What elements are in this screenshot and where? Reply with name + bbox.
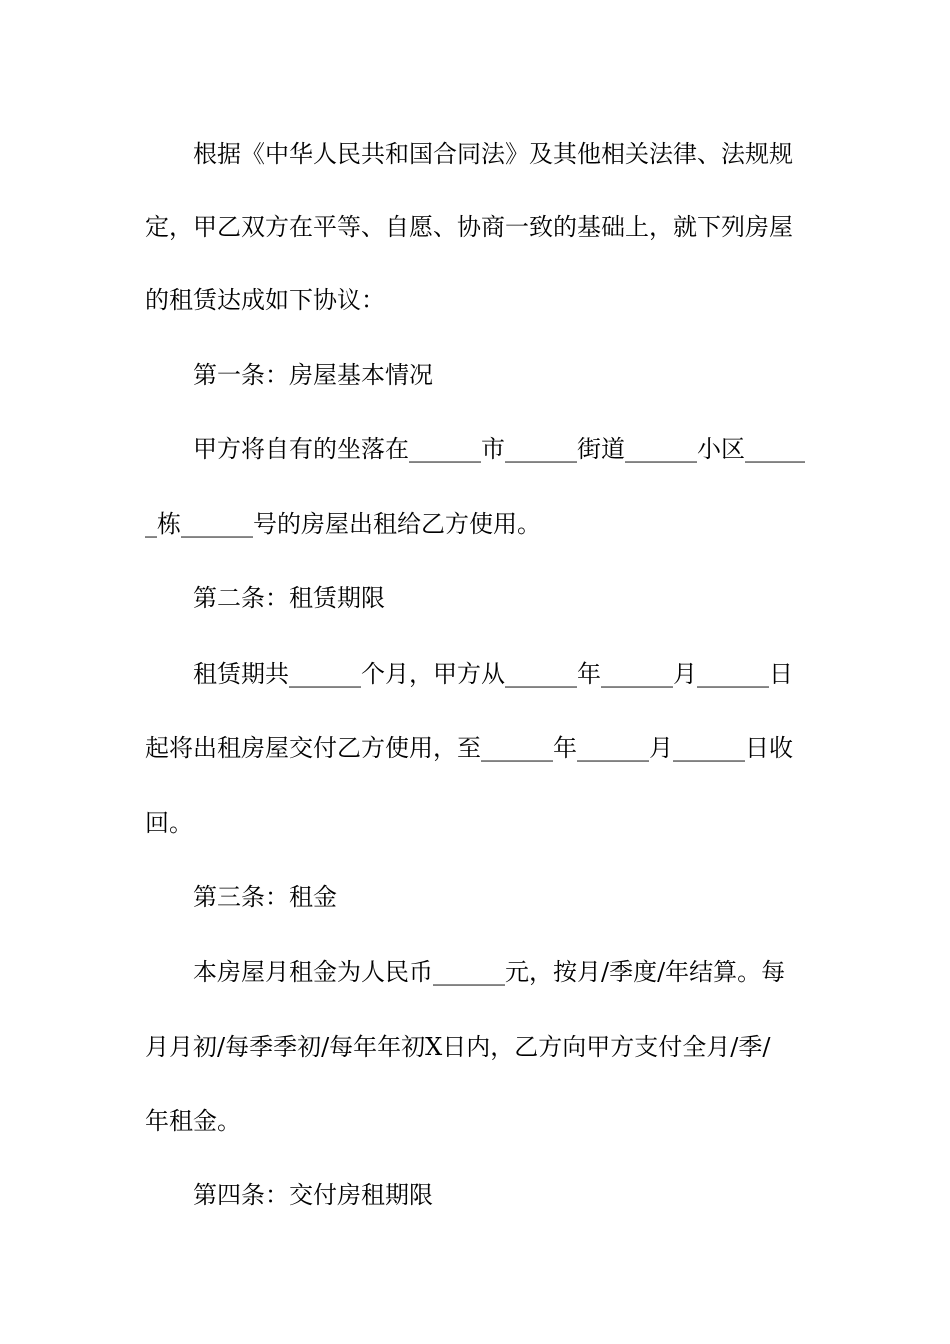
article-4-heading: 第四条：交付房租期限 xyxy=(193,1181,433,1209)
paragraph-intro-line-3: 的租赁达成如下协议： xyxy=(145,286,385,314)
article-2-text-line-2: 起将出租房屋交付乙方使用，至______年______月______日收 xyxy=(145,734,793,762)
article-3-text-line-3: 年租金。 xyxy=(145,1107,241,1135)
article-1-text-line-2: _栋______号的房屋出租给乙方使用。 xyxy=(145,510,541,538)
article-3-text-line-2: 月月初/每季季初/每年年初X日内，乙方向甲方支付全月/季/ xyxy=(145,1033,771,1061)
article-1-heading: 第一条：房屋基本情况 xyxy=(193,361,433,389)
article-2-text-line-3: 回。 xyxy=(145,809,193,837)
paragraph-intro-line-1: 根据《中华人民共和国合同法》及其他相关法律、法规规 xyxy=(193,140,793,168)
article-3-heading: 第三条：租金 xyxy=(193,883,337,911)
article-2-heading: 第二条：租赁期限 xyxy=(193,584,385,612)
paragraph-intro-line-2: 定，甲乙双方在平等、自愿、协商一致的基础上，就下列房屋 xyxy=(145,213,793,241)
article-2-text-line-1: 租赁期共______个月，甲方从______年______月______日 xyxy=(193,660,793,688)
article-1-text-line-1: 甲方将自有的坐落在______市______街道______小区_____ xyxy=(193,435,805,463)
article-3-text-line-1: 本房屋月租金为人民币______元，按月/季度/年结算。每 xyxy=(193,958,786,986)
